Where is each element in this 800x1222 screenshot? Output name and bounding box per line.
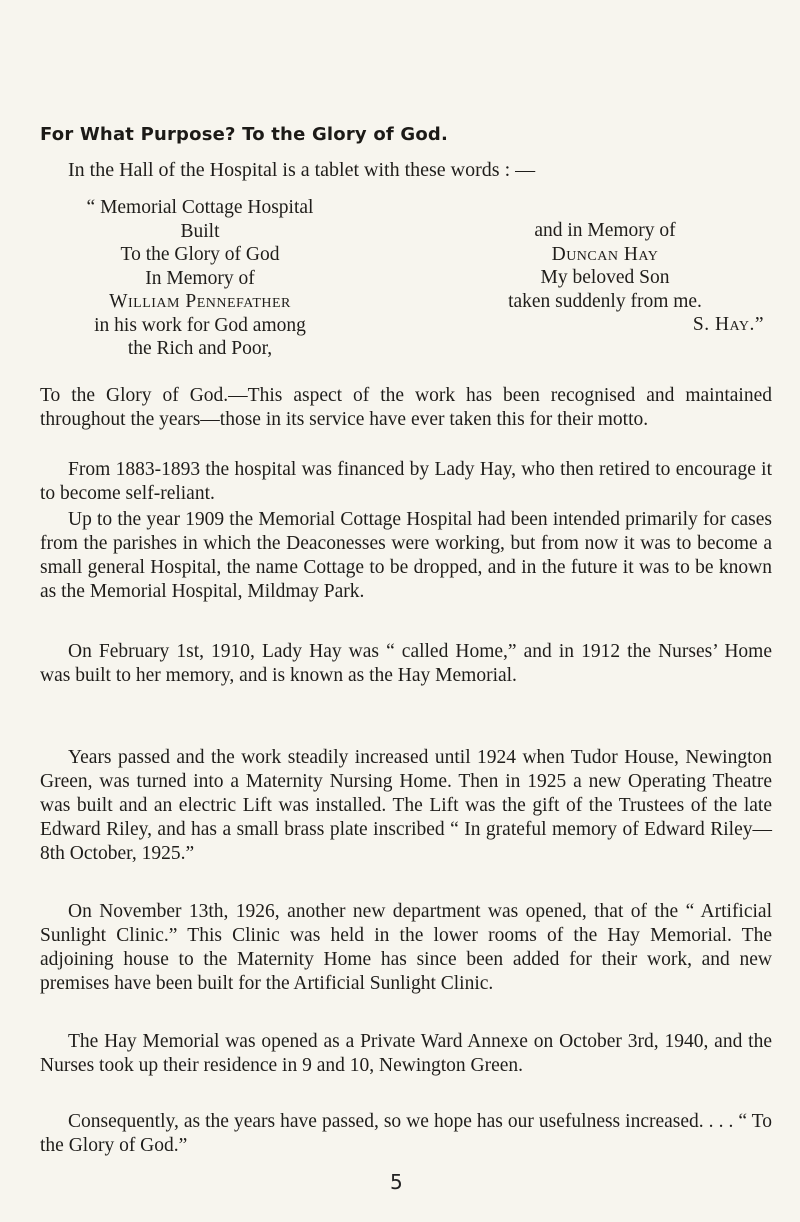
paragraph [40, 458, 772, 506]
tablet-line: William Pennefather [109, 291, 291, 312]
tablet-right-column [440, 219, 770, 337]
paragraph [40, 640, 772, 688]
tablet-inscription [40, 196, 770, 366]
tablet-line: Duncan Hay [551, 243, 659, 265]
tablet-line: Built [180, 220, 220, 242]
paragraph-text: Up to the year 1909 the Memorial Cottage Hospital had been intended primarily for cases from the parishes in which the Deaconesses were working, but from now it was to become a small general Hospital, the name Cottage to be dropped, and in the future it was to be known as the Memorial Hospital, Mildmay Park. [40, 509, 772, 602]
paragraph [40, 746, 772, 866]
tablet-left-column [40, 196, 360, 361]
page-number: 5 [390, 1170, 403, 1194]
paragraph [40, 1110, 772, 1158]
tablet-line: In Memory of [145, 267, 255, 289]
tablet-line: My beloved Son [540, 267, 670, 288]
paragraph-text: The Hay Memorial was opened as a Private Ward Annexe on October 3rd, 1940, and the Nurses took up their residence in 9 and 10, Newington Green. [40, 1031, 772, 1076]
paragraph-text: To the Glory of God.—This aspect of the work has been recognised and maintained throughout the years—those in its service have ever taken this for their motto. [40, 385, 772, 430]
tablet-line: To the Glory of God [120, 244, 280, 265]
paragraph [40, 900, 772, 996]
paragraph [40, 508, 772, 604]
section-heading: For What Purpose? To the Glory of God. [40, 124, 449, 145]
tablet-line: in his work for God among [94, 314, 306, 336]
paragraph-text: Years passed and the work steadily increased until 1924 when Tudor House, Newington Green, was turned into a Maternity Nursing Home. Then in 1925 a new Operating Theatre was built and an electric Lift was installed. The Lift was the gift of the Trustees of the late Edward Riley, and has a small brass plate inscribed “ In grateful memory of Edward Riley—8th October, 1925.” [40, 747, 772, 864]
paragraph [40, 1030, 772, 1078]
tablet-line: S. Hay.” [692, 314, 764, 335]
tablet-line: taken suddenly from me. [508, 290, 702, 312]
paragraph-text: Consequently, as the years have passed, so we hope has our usefulness increased. . . . “ To the Glory of God.” [40, 1111, 772, 1156]
paragraph-text: On November 13th, 1926, another new department was opened, that of the “ Artificial Sunlight Clinic.” This Clinic was held in the lower rooms of the Hay Memorial. The adjoining house to the Maternity Home has since been added for their work, and new premises have been built for the Artificial Sunlight Clinic. [40, 901, 772, 994]
tablet-line: “ Memorial Cottage Hospital [40, 196, 360, 220]
tablet-line: and in Memory of [534, 220, 676, 241]
paragraph [40, 384, 772, 432]
paragraph-text: On February 1st, 1910, Lady Hay was “ called Home,” and in 1912 the Nurses’ Home was built to her memory, and is known as the Hay Memorial. [40, 641, 772, 686]
tablet-line: the Rich and Poor, [127, 338, 273, 359]
paragraph-text: From 1883-1893 the hospital was financed by Lady Hay, who then retired to encourage it to become self-reliant. [40, 459, 772, 504]
intro-line: In the Hall of the Hospital is a tablet with these words : — [68, 159, 536, 181]
